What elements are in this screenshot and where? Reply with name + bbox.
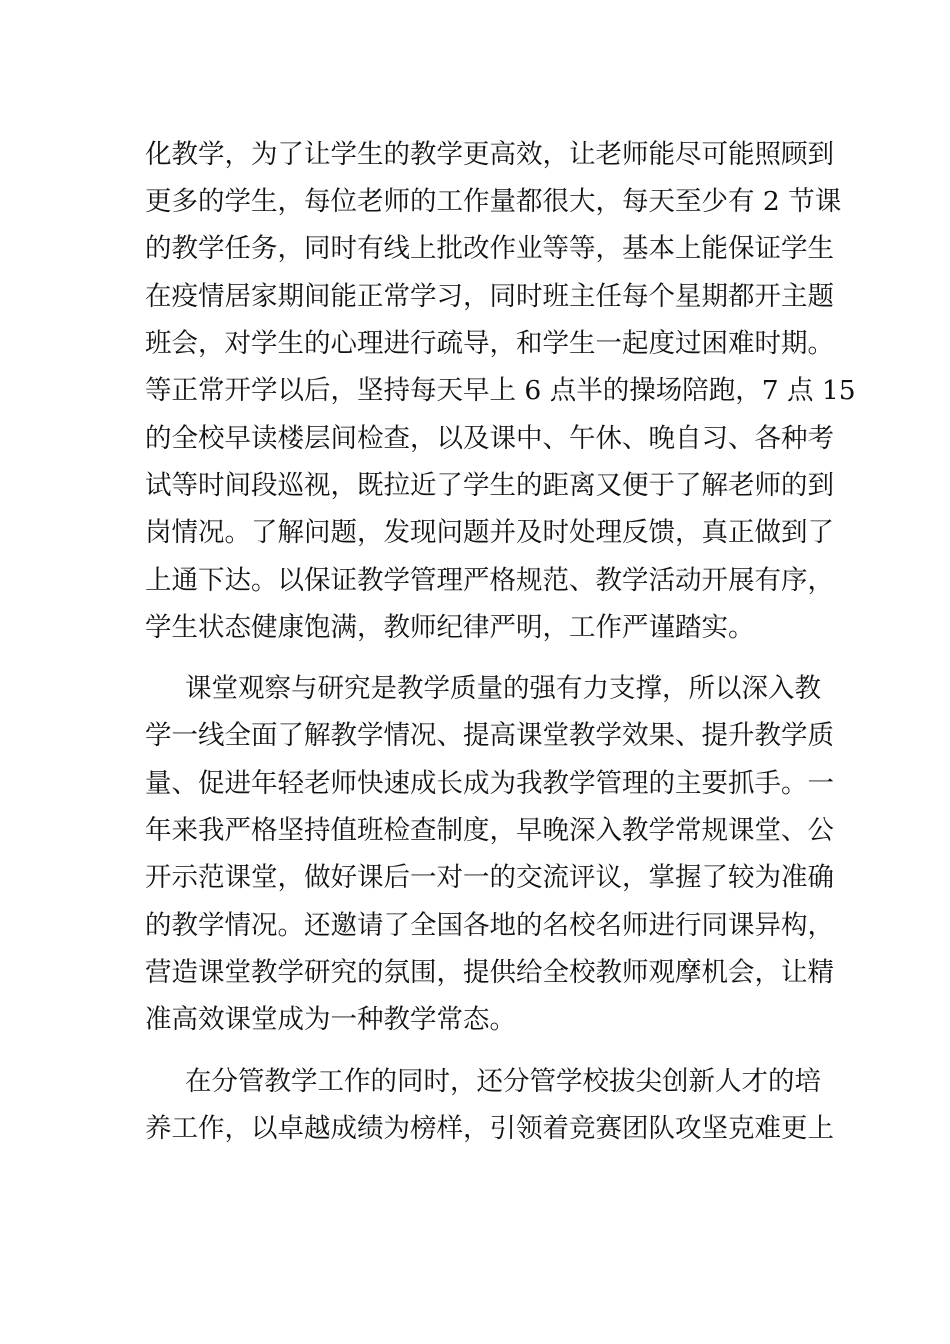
- paragraph-1-line-3: 的教学任务，同时有线上批改作业等等，基本上能保证学生: [145, 233, 834, 264]
- paragraph-1-line-2: 更多的学生，每位老师的工作量都很大，每天至少有 2 节课: [145, 186, 842, 217]
- paragraph-2-line-1: 课堂观察与研究是教学质量的强有力支撑，所以深入教: [185, 673, 821, 704]
- paragraph-1-line-9: 岗情况。了解问题，发现问题并及时处理反馈，真正做到了: [145, 517, 834, 548]
- paragraph-2-line-3: 量、促进年轻老师快速成长成为我教学管理的主要抓手。一: [145, 768, 834, 799]
- paragraph-1-line-1: 化教学，为了让学生的教学更高效，让老师能尽可能照顾到: [145, 139, 834, 170]
- paragraph-2-line-6: 的教学情况。还邀请了全国各地的名校名师进行同课异构，: [145, 910, 834, 941]
- paragraph-3-line-2: 养工作，以卓越成绩为榜样，引领着竞赛团队攻坚克难更上: [145, 1113, 834, 1144]
- paragraph-1-line-8: 试等时间段巡视，既拉近了学生的距离又便于了解老师的到: [145, 470, 834, 501]
- paragraph-1-line-11: 学生状态健康饱满，教师纪律严明，工作严谨踏实。: [145, 612, 755, 643]
- paragraph-1-line-10: 上通下达。以保证教学管理严格规范、教学活动开展有序，: [145, 565, 834, 596]
- paragraph-2-line-7: 营造课堂教学研究的氛围，提供给全校教师观摩机会，让精: [145, 957, 834, 988]
- paragraph-2-line-4: 年来我严格坚持值班检查制度，早晚深入教学常规课堂、公: [145, 815, 834, 846]
- paragraph-2-line-2: 学一线全面了解教学情况、提高课堂教学效果、提升教学质: [145, 720, 834, 751]
- paragraph-1-line-7: 的全校早读楼层间检查，以及课中、午休、晚自习、各种考: [145, 423, 834, 454]
- paragraph-1-line-5: 班会，对学生的心理进行疏导，和学生一起度过困难时期。: [145, 328, 834, 359]
- paragraph-2-line-8: 准高效课堂成为一种教学常态。: [145, 1004, 516, 1035]
- paragraph-1-line-6: 等正常开学以后，坚持每天早上 6 点半的操场陪跑，7 点 15: [145, 375, 856, 406]
- paragraph-1-line-4: 在疫情居家期间能正常学习，同时班主任每个星期都开主题: [145, 281, 834, 312]
- paragraph-2-line-5: 开示范课堂，做好课后一对一的交流评议，掌握了较为准确: [145, 862, 834, 893]
- paragraph-3-line-1: 在分管教学工作的同时，还分管学校拔尖创新人才的培: [185, 1066, 821, 1097]
